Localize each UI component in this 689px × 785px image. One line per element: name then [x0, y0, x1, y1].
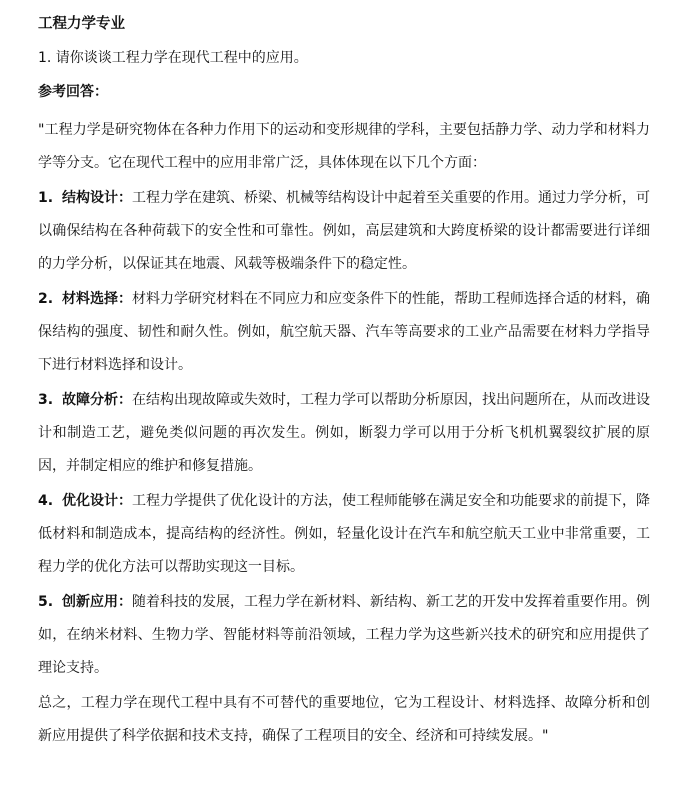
point-number: 1.	[38, 190, 54, 206]
point-heading: 创新应用：	[61, 594, 132, 610]
point-text: 材料力学研究材料在不同应力和应变条件下的性能，帮助工程师选择合适的材料，确保结构的强度、韧性和耐久性。例如，航空航天器、汽车等高要求的工业产品需要在材料力学指导下进行材料选择和设计。	[38, 291, 651, 373]
point-failure-analysis	[38, 384, 650, 483]
point-text: 随着科技的发展，工程力学在新材料、新结构、新工艺的开发中发挥着重要作用。例如，在纳米材料、生物力学、智能材料等前沿领域，工程力学为这些新兴技术的研究和应用提供了理论支持。	[38, 594, 651, 676]
answer-label: 参考回答：	[38, 84, 108, 100]
point-heading: 故障分析：	[61, 392, 132, 408]
point-text: 工程力学提供了优化设计的方法，使工程师能够在满足安全和功能要求的前提下，降低材料和制造成本，提高结构的经济性。例如，轻量化设计在汽车和航空航天工业中非常重要，工程力学的优化方法可以帮助实现这一目标。	[38, 493, 651, 575]
point-text: 工程力学在建筑、桥梁、机械等结构设计中起着至关重要的作用。通过力学分析，可以确保结构在各种荷载下的安全性和可靠性。例如，高层建筑和大跨度桥梁的设计都需要进行详细的力学分析，以保证其在地震、风载等极端条件下的稳定性。	[38, 190, 651, 272]
point-heading: 材料选择：	[61, 291, 132, 307]
point-innovative-application	[38, 586, 650, 685]
question-text: 1. 请你谈谈工程力学在现代工程中的应用。	[38, 50, 308, 66]
point-number: 3.	[38, 392, 54, 408]
point-optimization-design	[38, 485, 650, 584]
point-structural-design	[38, 182, 650, 281]
intro-paragraph: "工程力学是研究物体在各种力作用下的运动和变形规律的学科，主要包括静力学、动力学和材料力学等分支。它在现代工程中的应用非常广泛，具体体现在以下几个方面：	[38, 122, 650, 171]
point-heading: 结构设计：	[61, 190, 132, 206]
point-number: 2.	[38, 291, 54, 307]
point-heading: 优化设计：	[61, 493, 132, 509]
conclusion-paragraph: 总之，工程力学在现代工程中具有不可替代的重要地位，它为工程设计、材料选择、故障分析和创新应用提供了科学依据和技术支持，确保了工程项目的安全、经济和可持续发展。"	[38, 695, 650, 744]
point-text: 在结构出现故障或失效时，工程力学可以帮助分析原因，找出问题所在，从而改进设计和制造工艺，避免类似问题的再次发生。例如，断裂力学可以用于分析飞机机翼裂纹扩展的原因，并制定相应的维护和修复措施。	[38, 392, 651, 474]
point-number: 5.	[38, 594, 54, 610]
point-number: 4.	[38, 493, 54, 509]
document-body	[38, 12, 650, 755]
page-title: 工程力学专业	[38, 16, 125, 32]
point-material-selection	[38, 283, 650, 382]
